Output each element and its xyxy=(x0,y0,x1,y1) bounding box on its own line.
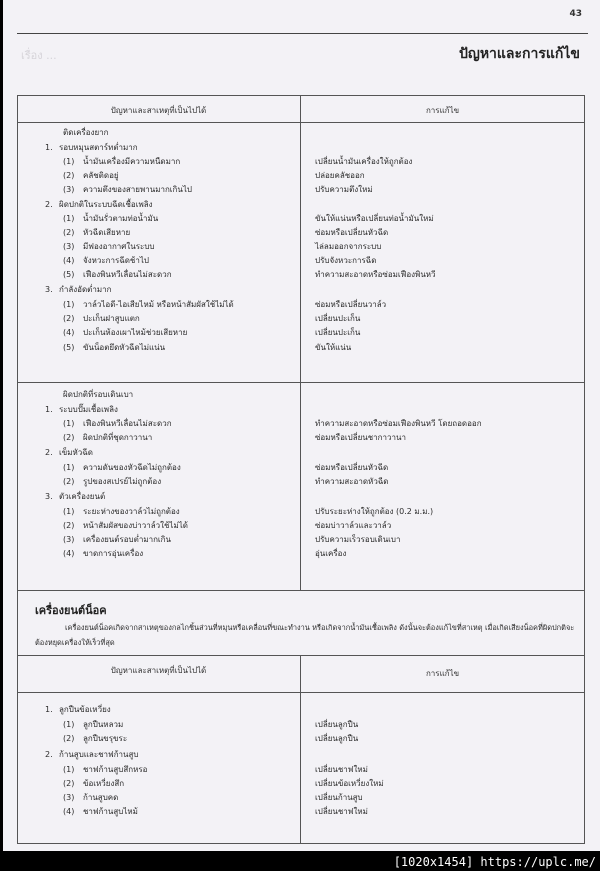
group-heading: 1. รอบหมุนสตาร์ทต่ำมาก xyxy=(45,143,138,152)
fix-item: เปลี่ยนปะเก็น xyxy=(315,314,361,323)
table1-column-divider xyxy=(300,95,301,590)
fix-item: ซ่อมหรือเปลี่ยนวาล์ว xyxy=(315,300,387,309)
fix-item: เปลี่ยนลูกปืน xyxy=(315,734,359,743)
problem-item: (4) ปะเก็นห้องเผาไหม้ช่วยเสียหาย xyxy=(63,328,188,337)
problem-item: (3) ก้านสูบคด xyxy=(63,793,119,802)
problem-item: (2) หัวฉีดเสียหาย xyxy=(63,228,131,237)
fix-item: เปลี่ยนข้อเหวี่ยงใหม่ xyxy=(315,779,384,788)
fix-item: ปรับความตึงใหม่ xyxy=(315,185,373,194)
problem-item: (3) เครื่องยนต์รอบต่ำมากเกิน xyxy=(63,535,171,544)
group-heading: 3. ตัวเครื่องยนต์ xyxy=(45,492,106,501)
table2-col-header-problem: ปัญหาและสาเหตุที่เป็นไปได้ xyxy=(110,666,207,675)
group-heading: 2. ผิดปกติในระบบฉีดเชื้อเพลิง xyxy=(45,200,153,209)
fix-item: เปลี่ยนก้านสูบ xyxy=(315,793,363,802)
fix-item: เปลี่ยนลูกปืน xyxy=(315,720,359,729)
table1-top-border xyxy=(17,95,585,96)
group-heading: 2. เข็มหัวฉีด xyxy=(45,448,93,457)
fix-item: เปลี่ยนชาฟใหม่ xyxy=(315,807,368,816)
page-number: 43 xyxy=(569,9,582,19)
table2-bottom-border xyxy=(17,843,585,844)
table2-top-border xyxy=(17,655,585,656)
fix-item: ซ่อมหรือเปลี่ยนชากาวานา xyxy=(315,433,406,442)
problem-item: (5) เฟืองพินหวีเลื่อนไม่สะดวก xyxy=(63,270,172,279)
problem-item: (1) ระยะห่างของวาล์วไม่ถูกต้อง xyxy=(63,507,180,516)
problem-item: (3) มีฟองอากาศในระบบ xyxy=(63,242,155,251)
problem-item: (2) หน้าสัมผัสของบ่าวาล์วใช้ไม่ได้ xyxy=(63,521,188,530)
problem-item: (2) ผิดปกติที่ชุดกาวานา xyxy=(63,433,153,442)
group-heading: 3. กำลังอัดต่ำมาก xyxy=(45,285,112,294)
section-title: ปัญหาและการแก้ไข xyxy=(459,46,580,62)
problem-item: (1) เฟืองพินหวีเลื่อนไม่สะดวก xyxy=(63,419,172,428)
problem-item: (2) รูปของสเปรย์ไม่ถูกต้อง xyxy=(63,477,162,486)
fix-item: ทำความสะอาดหรือซ่อมเฟืองพินหวี โดยถอดออก xyxy=(315,419,482,428)
fix-item: ซ่อมหรือเปลี่ยนหัวฉีด xyxy=(315,463,389,472)
fix-item: ปรับจังหวะการฉีด xyxy=(315,256,377,265)
problem-item: (2) ปะเก็นฝาสูบแตก xyxy=(63,314,140,323)
fix-item: ซ่อมหรือเปลี่ยนหัวฉีด xyxy=(315,228,389,237)
header-rule xyxy=(17,33,588,34)
table1-col-header-problem: ปัญหาและสาเหตุที่เป็นไปได้ xyxy=(110,106,207,115)
fix-item: ขันให้แน่นหรือเปลี่ยนท่อน้ำมันใหม่ xyxy=(315,214,434,223)
document-page xyxy=(3,0,600,851)
engine-knock-paragraph: เครื่องยนต์น็อคเกิดจากสาเหตุของกลไกชิ้นส่วนที่หมุนหรือเคลื่อนที่ขณะทำงาน หรือเกิดจากน้ำมันเชื้อเพลิง ดังนั้นจะต้องแก้ไขที่สาเหตุ เมื่อเกิดเสียงน็อคที่ผิดปกติจะต้องหยุดเครื่องให้เร็วที่สุด xyxy=(35,623,575,647)
problem-item: (4) ชาฟก้านสูบไหม้ xyxy=(63,807,138,816)
group-heading: 2. ก้านสูบและชาฟก้านสูบ xyxy=(45,750,139,759)
problem-item: (1) ลูกปืนหลวม xyxy=(63,720,124,729)
fix-item: ขันให้แน่น xyxy=(315,343,352,352)
problem-item: (4) จังหวะการฉีดช้าไป xyxy=(63,256,149,265)
table2-column-divider xyxy=(300,655,301,843)
image-host-watermark: [1020x1454] https://uplc.me/ xyxy=(393,855,596,869)
fix-item: ปรับความเร็วรอบเดินเบา xyxy=(315,535,401,544)
fix-item: ทำความสะอาดหรือซ่อมเฟืองพินหวี xyxy=(315,270,436,279)
table1-col-header-fix: การแก้ไข xyxy=(425,106,460,115)
fix-item: เปลี่ยนชาฟใหม่ xyxy=(315,765,368,774)
problem-item: (1) ชาฟก้านสูบสึกหรอ xyxy=(63,765,148,774)
fix-item: อุ่นเครื่อง xyxy=(315,549,347,558)
problem-item: (5) ขันน็อตยึดหัวฉีดไม่แน่น xyxy=(63,343,166,352)
problem-item: (2) คลัชติดอยู่ xyxy=(63,171,119,180)
faded-bleed-text: เรื่อง ... xyxy=(21,49,57,62)
problem-item: (1) น้ำมันรั่วตามท่อน้ำมัน xyxy=(63,214,159,223)
problem-item: (1) วาล์วไอดี-ไอเสียไหม้ หรือหน้าสัมผัสใช้ไม่ได้ xyxy=(63,300,234,309)
problem-item: (1) น้ำมันเครื่องมีความหนืดมาก xyxy=(63,157,181,166)
fix-item: เปลี่ยนปะเก็น xyxy=(315,328,361,337)
problem-item: (2) ลูกปืนขรุขระ xyxy=(63,734,128,743)
fix-item: เปลี่ยนน้ำมันเครื่องให้ถูกต้อง xyxy=(315,157,413,166)
problem-item: (1) ความดันของหัวฉีดไม่ถูกต้อง xyxy=(63,463,181,472)
group-heading: 1. ระบบปั๊มเชื้อเพลิง xyxy=(45,405,118,414)
problem-item: (2) ข้อเหวี่ยงสึก xyxy=(63,779,125,788)
engine-knock-title: เครื่องยนต์น็อค xyxy=(35,604,107,617)
fix-item: ปรับระยะห่างให้ถูกต้อง (0.2 ม.ม.) xyxy=(315,507,434,516)
fix-item: ไล่ลมออกจากระบบ xyxy=(315,242,382,251)
fix-item: ซ่อมบ่าวาล์วและวาล์ว xyxy=(315,521,392,530)
problem-item: (4) ขาดการอุ่นเครื่อง xyxy=(63,549,144,558)
group-heading: 1. ลูกปืนข้อเหวี่ยง xyxy=(45,705,111,714)
table2-col-header-fix: การแก้ไข xyxy=(425,669,460,678)
section-heading-hard-start: ติดเครื่องยาก xyxy=(63,128,109,137)
fix-item: ปล่อยคลัชออก xyxy=(315,171,365,180)
section-heading-idle-fault: ผิดปกติที่รอบเดินเบา xyxy=(63,390,134,399)
table1-header-border xyxy=(17,122,585,123)
table1-section-divider xyxy=(17,382,585,383)
table2-header-border xyxy=(17,692,585,693)
fix-item: ทำความสะอาดหัวฉีด xyxy=(315,477,389,486)
problem-item: (3) ความตึงของสายพานมากเกินไป xyxy=(63,185,192,194)
